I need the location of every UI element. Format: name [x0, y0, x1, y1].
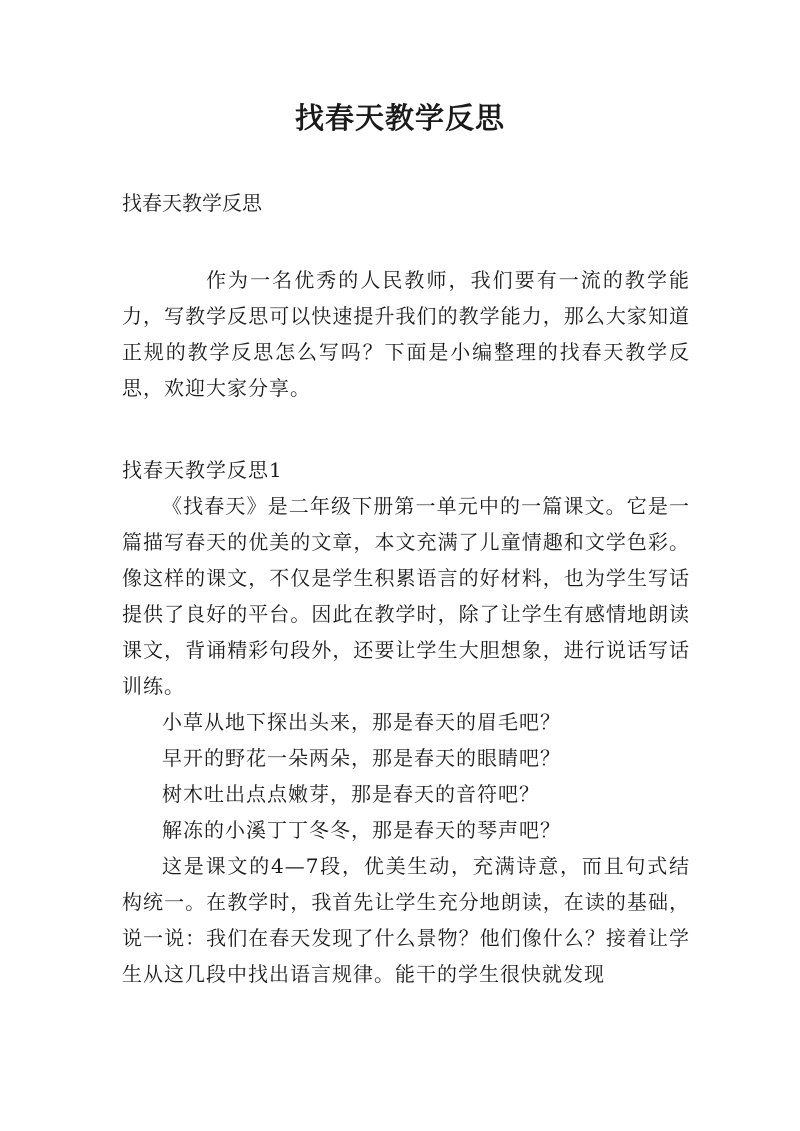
poem-line: 早开的野花一朵两朵，那是春天的眼睛吧？: [162, 746, 561, 770]
poem-line: 小草从地下探出头来，那是春天的眉毛吧？: [162, 710, 561, 734]
body-paragraph-2: 这是课文的4—7段，优美生动，充满诗意，而且句式结构统一。在教学时，我首先让学生充分地朗读，在读的基础，说一说：我们在春天发现了什么景物？他们像什么？接着让学生从这几段中找出语言规律。能干的学生很快就发现: [122, 854, 690, 986]
body-paragraph-1: 《找春天》是二年级下册第一单元中的一篇课文。它是一篇描写春天的优美的文章，本文充满了儿童情趣和文学色彩。像这样的课文，不仅是学生积累语言的好材料，也为学生写话提供了良好的平台。因此在教学时，除了让学生有感情地朗读课文，背诵精彩句段外，还要让学生大胆想象，进行说话写话训练。: [122, 494, 690, 698]
document-title: 找春天教学反思: [294, 101, 505, 135]
poem-line: 树木吐出点点嫩芽，那是春天的音符吧？: [162, 782, 540, 806]
section-1: [122, 452, 690, 992]
section-heading: 找春天教学反思1: [122, 458, 283, 482]
document-subtitle: 找春天教学反思: [122, 191, 262, 215]
poem-line: 解冻的小溪丁丁冬冬，那是春天的琴声吧？: [162, 818, 561, 842]
intro-paragraph: 作为一名优秀的人民教师，我们要有一流的教学能力，写教学反思可以快速提升我们的教学能力，那么大家知道正规的教学反思怎么写吗？下面是小编整理的找春天教学反思，欢迎大家分享。: [122, 268, 690, 400]
